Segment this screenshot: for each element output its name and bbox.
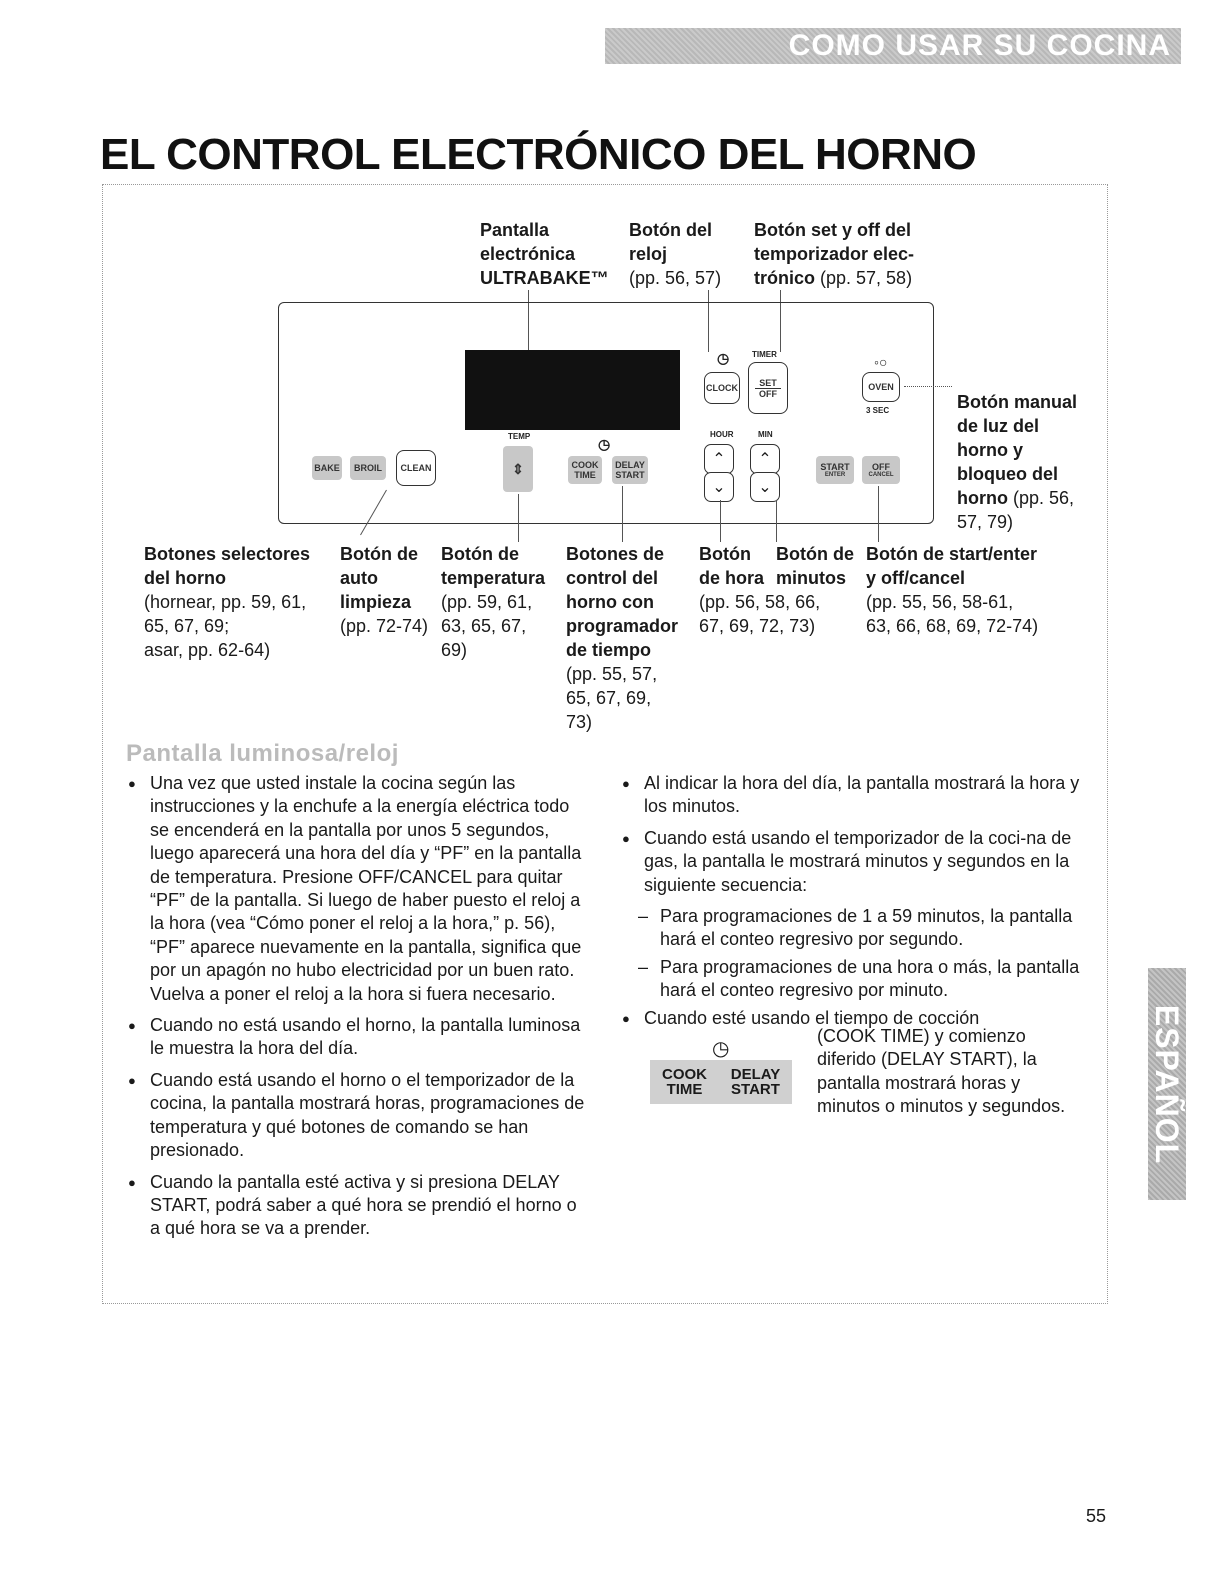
page-title: EL CONTROL ELECTRÓNICO DEL HORNO: [100, 130, 977, 179]
cook-delay-illustration: [650, 1060, 792, 1104]
list-item-continuation: (COOK TIME) y comienzo diferido (DELAY START), la pantalla mostrará horas y minutos o minutos y segundos.: [817, 1026, 1066, 1117]
left-column: [128, 772, 590, 1249]
start-enter-button[interactable]: [816, 456, 854, 484]
hour-down-button[interactable]: ⌄: [704, 472, 734, 502]
list-item: ● Cuando la pantalla esté activa y si presiona DELAY START, podrá saber a qué hora se prendió el horno o a qué hora se va a prender.: [128, 1171, 590, 1241]
list-item: ● Cuando está usando el temporizador de la coci-na de gas, la pantalla le mostrará minutos y segundos en la siguiente secuencia:: [622, 827, 1082, 897]
delay-start-button[interactable]: DELAY START: [612, 456, 648, 484]
list-subitem: – Para programaciones de una hora o más, la pantalla hará el conteo regresivo por minuto.: [622, 956, 1082, 1003]
clock-icon: ◷: [598, 436, 611, 452]
broil-button[interactable]: BROIL: [350, 456, 386, 480]
leader-line: [878, 486, 879, 542]
label-oven-light: Botón manual de luz del horno y bloqueo del horno (pp. 56, 57, 79): [957, 392, 1077, 532]
list-item: ● Cuando esté usando el tiempo de cocción: [622, 1007, 1082, 1030]
cook-time-label: COOK TIME: [662, 1066, 707, 1098]
leader-line: [904, 386, 952, 387]
label-minutes: Botón de minutos: [776, 544, 854, 588]
leader-line: [720, 500, 721, 542]
label-clock: Botón del reloj (pp. 56, 57): [629, 220, 722, 288]
oven-light-button[interactable]: OVEN: [862, 372, 900, 402]
light-icon: ◦○: [874, 354, 888, 370]
timer-off-label: OFF: [759, 388, 777, 399]
label-oven-selectors: Botones selectores del horno (hornear, pp. 59, 61, 65, 67, 69; asar, pp. 62-64): [144, 544, 311, 660]
leader-line: [518, 494, 519, 542]
list-item: ● Cuando está usando el horno o el temporizador de la cocina, la pantalla mostrará horas, programaciones de temperatura y qué botones de comando se han presionado.: [128, 1069, 590, 1163]
start-label: START: [820, 462, 850, 472]
label-start-cancel: Botón de start/enter y off/cancel (pp. 55, 56, 58-61, 63, 66, 68, 69, 72-74): [866, 544, 1039, 636]
language-tab: ESPAÑOL: [1148, 968, 1186, 1200]
section-banner: COMO USAR SU COCINA: [605, 28, 1181, 64]
label-hour: Botón de hora (pp. 56, 58, 66, 67, 69, 72, 73): [699, 544, 821, 636]
leader-line: [622, 486, 623, 542]
delay-start-label: DELAY START: [730, 1066, 781, 1098]
leader-line: [776, 500, 777, 542]
hour-up-button[interactable]: ⌃: [704, 444, 734, 474]
label-display: Pantalla electrónica ULTRABAKE™: [480, 220, 609, 288]
cancel-label: CANCEL: [868, 472, 894, 478]
min-up-button[interactable]: ⌃: [750, 444, 780, 474]
min-down-button[interactable]: ⌄: [750, 472, 780, 502]
clock-icon: ◷: [717, 350, 730, 366]
timer-set-label: SET: [759, 377, 777, 388]
right-column: [622, 772, 1082, 1117]
label-timed-controls: Botones de control del horno con programador de tiempo (pp. 55, 57, 65, 67, 69, 73): [566, 544, 679, 732]
clock-icon: ◷: [712, 1038, 730, 1060]
list-item: ● Al indicar la hora del día, la pantalla mostrará la hora y los minutos.: [622, 772, 1082, 819]
ultrabake-display: [465, 350, 680, 430]
timer-set-off-button[interactable]: [748, 362, 788, 414]
list-item: ● Una vez que usted instale la cocina según las instrucciones y la enchufe a la energía eléctrica todo se encenderá en la pantalla por unos 5 segundos, luego aparecerá una hora del día y “PF” en la pantalla de temperatura. Presione OFF/CANCEL para quitar “PF” de la pantalla. Si luego de haber puesto el reloj a la hora (vea “Cómo poner el reloj a la hora,” p. 56), “PF” aparece nuevamente en la pantalla, significa que por un apagón no hubo electricidad por un buen rato. Vuelva a poner el reloj a la hora si fuera necesario.: [128, 772, 590, 1006]
timer-label: TIMER: [752, 350, 777, 359]
cook-time-button[interactable]: COOK TIME: [568, 456, 602, 484]
temp-up-down-button[interactable]: ⇕: [503, 446, 533, 492]
off-cancel-button[interactable]: [862, 456, 900, 484]
hour-label: HOUR: [710, 430, 734, 439]
label-timer: Botón set y off del temporizador elec- trónico (pp. 57, 58): [754, 220, 915, 288]
clock-button[interactable]: CLOCK: [704, 372, 740, 404]
temp-label: TEMP: [508, 432, 531, 441]
lock-label: 3 SEC: [866, 406, 890, 415]
enter-label: ENTER: [824, 472, 846, 478]
list-subitem: – Para programaciones de 1 a 59 minutos, la pantalla hará el conteo regresivo por segundo.: [622, 905, 1082, 952]
min-label: MIN: [758, 430, 773, 439]
bake-button[interactable]: BAKE: [312, 456, 342, 480]
list-item: ● Cuando no está usando el horno, la pantalla luminosa le muestra la hora del día.: [128, 1014, 590, 1061]
off-label: OFF: [872, 462, 890, 472]
section-heading: Pantalla luminosa/reloj: [126, 740, 399, 767]
clean-button[interactable]: CLEAN: [396, 450, 436, 486]
label-temperature: Botón de temperatura (pp. 59, 61, 63, 65, 67, 69): [441, 544, 546, 660]
page-number: 55: [1086, 1506, 1107, 1526]
label-auto-clean: Botón de auto limpieza (pp. 72-74): [340, 544, 429, 636]
